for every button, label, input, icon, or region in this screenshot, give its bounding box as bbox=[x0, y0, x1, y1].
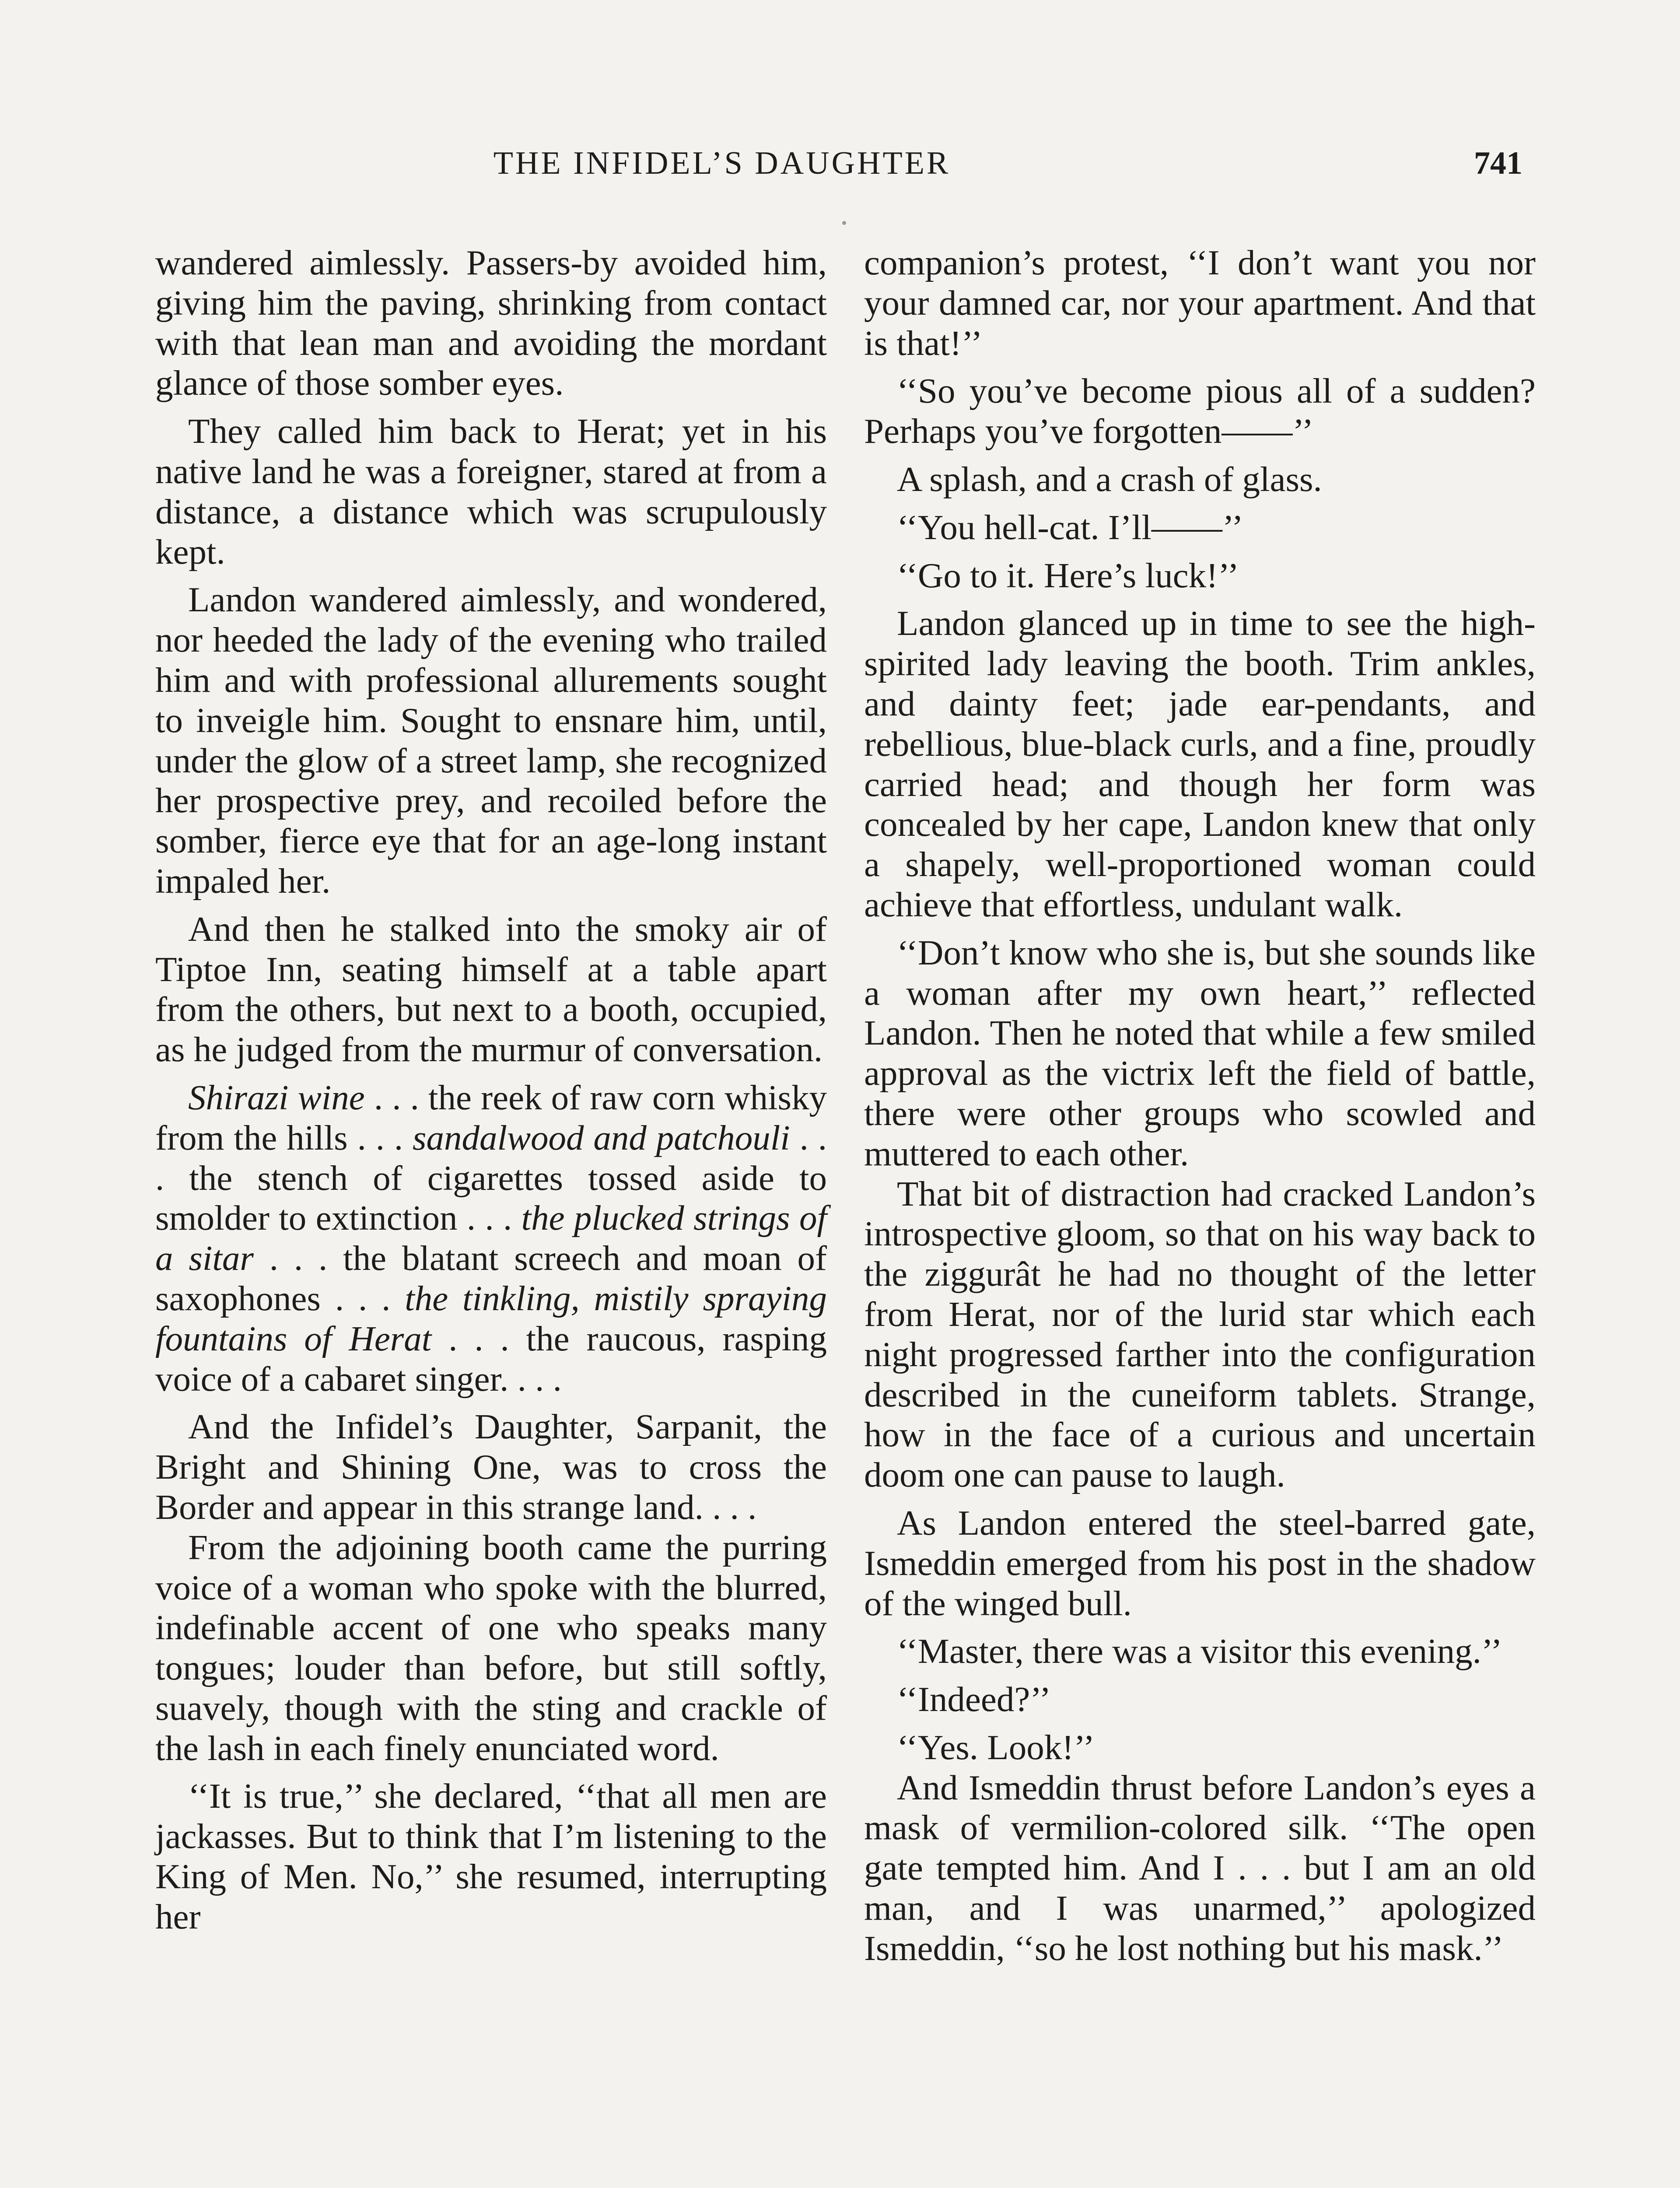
paragraph bbox=[864, 1768, 1536, 1969]
text-run: A splash, and a crash of glass. bbox=[897, 459, 1322, 499]
text-run: And Ismeddin thrust before Landon’s eyes a mask of vermilion-colored silk. ‘‘The open gate tempted him. And I . . . but I am an old man, and I was unarmed,’’ apologized Ismeddin, ‘‘so he lost nothing but his mask.’’ bbox=[864, 1767, 1536, 1968]
paragraph bbox=[155, 1528, 827, 1769]
text-run: companion’s protest, ‘‘I don’t want you nor your damned car, nor your apartment. And that is that!’’ bbox=[864, 243, 1536, 363]
italic-text: the tinkling, mistily spraying fountains of Herat bbox=[155, 1278, 827, 1358]
running-title: THE INFIDEL’S DAUGHTER bbox=[493, 145, 951, 181]
paragraph bbox=[864, 1728, 1536, 1768]
paragraph bbox=[864, 459, 1536, 500]
text-run: And the Infidel’s Daughter, Sarpanit, the Bright and Shining One, was to cross the Border and appear in this strange land. . . . bbox=[155, 1407, 827, 1527]
text-run: And then he stalked into the smoky air of Tiptoe Inn, seating himself at a table apart from the others, but next to a booth, occupied, as he judged from the murmur of conversation. bbox=[155, 909, 827, 1069]
paragraph bbox=[864, 1174, 1536, 1495]
text-run: ‘‘It is true,’’ she declared, ‘‘that all men are jackasses. But to think that I’m listening to the King of Men. No,’’ she resumed, interrupting her bbox=[155, 1776, 827, 1936]
italic-text: the plucked strings of a sitar bbox=[155, 1198, 827, 1278]
paragraph bbox=[864, 371, 1536, 452]
text-run: From the adjoining booth came the purring voice of a woman who spoke with the blurred, indefinable accent of one who speaks many tongues; louder than before, but still softly, suavely, though with the sting and crackle of the lash in each finely enunciated word. bbox=[155, 1527, 827, 1768]
text-run: wandered aimlessly. Passers-by avoided him, giving him the paving, shrinking from contact with that lean man and avoiding the mordant glance of those somber eyes. bbox=[155, 243, 827, 403]
paragraph bbox=[155, 580, 827, 901]
text-run: . . . the stench of cigarettes tossed aside to smolder to extinction . . . bbox=[155, 1118, 827, 1238]
text-run: ‘‘Go to it. Here’s luck!’’ bbox=[897, 555, 1239, 595]
text-run: ‘‘You hell-cat. I’ll——’’ bbox=[897, 507, 1243, 547]
paragraph bbox=[155, 411, 827, 572]
paragraph bbox=[155, 1776, 827, 1937]
print-speck bbox=[842, 221, 846, 225]
paragraph bbox=[864, 933, 1536, 1174]
text-run: They called him back to Herat; yet in his native land he was a foreigner, stared at from a distance, a distance which was scrupulously kept. bbox=[155, 411, 827, 572]
paragraph bbox=[864, 1503, 1536, 1623]
paragraph bbox=[864, 556, 1536, 596]
paragraph bbox=[864, 243, 1536, 363]
italic-text: Shirazi wine bbox=[188, 1077, 365, 1117]
text-run: ‘‘So you’ve become pious all of a sudden? Perhaps you’ve forgotten——’’ bbox=[864, 371, 1536, 451]
italic-text: sandalwood and patchouli bbox=[412, 1118, 790, 1157]
paragraph bbox=[155, 243, 827, 403]
left-column bbox=[155, 243, 827, 1945]
paragraph bbox=[864, 508, 1536, 548]
text-run: Landon glanced up in time to see the high-spirited lady leaving the booth. Trim ankles, and dainty feet; jade ear-pendants, and rebellious, blue-black curls, and a fine, proudly carried head; and though her form was concealed by her cape, Landon knew that only a shapely, well-proportioned woman could achieve that effortless, undulant walk. bbox=[864, 603, 1536, 924]
text-run: ‘‘Indeed?’’ bbox=[897, 1680, 1051, 1719]
paragraph bbox=[155, 1078, 827, 1399]
text-run: ‘‘Don’t know who she is, but she sounds like a woman after my own heart,’’ reflected Landon. Then he noted that while a few smiled approval as the victrix left the field of battle, there were other groups who scowled and muttered to each other. bbox=[864, 933, 1536, 1173]
text-run: As Landon entered the steel-barred gate, Ismeddin emerged from his post in the shadow of the winged bull. bbox=[864, 1503, 1536, 1623]
page-number: 741 bbox=[1474, 145, 1522, 181]
paragraph bbox=[864, 1631, 1536, 1672]
text-run: That bit of distraction had cracked Landon’s introspective gloom, so that on his way back to the ziggurât he had no thought of the letter from Herat, nor of the lurid star which each night progressed farther into the configuration described in the cuneiform tablets. Strange, how in the face of a curious and uncertain doom one can pause to laugh. bbox=[864, 1174, 1536, 1495]
running-head bbox=[149, 139, 1522, 187]
paragraph bbox=[155, 1407, 827, 1527]
text-run: Landon wandered aimlessly, and wondered, nor heeded the lady of the evening who trailed him and with professional allurements sought to inveigle him. Sought to ensnare him, until, under the glow of a street lamp, she recognized her prospective prey, and recoiled before the somber, fierce eye that for an age-long instant impaled her. bbox=[155, 580, 827, 901]
text-run: ‘‘Yes. Look!’’ bbox=[897, 1727, 1095, 1767]
text-run: ‘‘Master, there was a visitor this evening.’’ bbox=[897, 1631, 1502, 1671]
text-run: . . . the blatant screech and moan of saxophones . . . bbox=[155, 1238, 827, 1318]
text-run: . . . the reek of raw corn whisky from the hills . . . bbox=[155, 1077, 827, 1157]
paragraph bbox=[864, 1680, 1536, 1720]
right-column bbox=[864, 243, 1536, 1977]
text-run: . . . the raucous, rasping voice of a cabaret singer. . . . bbox=[155, 1318, 827, 1399]
paragraph bbox=[864, 603, 1536, 925]
paragraph bbox=[155, 909, 827, 1070]
